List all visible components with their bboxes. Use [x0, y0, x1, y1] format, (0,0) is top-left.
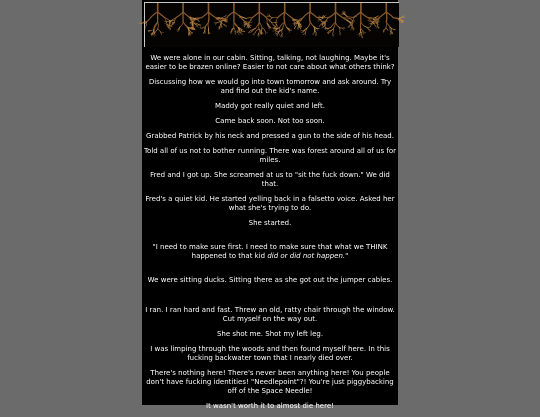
- root-tile: [267, 3, 302, 37]
- root-tile: [139, 3, 176, 36]
- quote-text: "I need to make sure first. I need to make sure that what we THINK happened to that kid: [152, 243, 388, 260]
- quote-paragraph: [142, 243, 398, 261]
- story-paragraph: Discussing how we would go into town tomorrow and ask around. Try and find out the kid's name.: [148, 78, 392, 95]
- story-paragraph: Fred and I got up. She screamed at us to "sit the fuck down." We did that.: [150, 171, 390, 188]
- story-text: [142, 54, 398, 417]
- story-page: [142, 0, 398, 410]
- story-paragraph: I ran. I ran hard and fast. Threw an old, ratty chair through the window. Cut myself on the way out.: [145, 306, 395, 323]
- quote-emphasis: did or did not happen.: [267, 252, 346, 260]
- root-tile: [318, 3, 357, 36]
- story-paragraph: She started.: [248, 219, 292, 227]
- quote-close: ": [345, 252, 349, 260]
- story-paragraph: Grabbed Patrick by his neck and pressed a gun to the side of his head.: [146, 132, 394, 140]
- story-paragraph: Came back soon. Not too soon.: [215, 117, 325, 125]
- story-paragraph: We were alone in our cabin. Sitting, talking, not laughing. Maybe it's easier to be brazen online? Easier to not care about what others think?: [145, 54, 395, 71]
- story-paragraph: Fred's a quiet kid. He started yelling back in a falsetto voice. Asked her what she's trying to do.: [145, 195, 395, 212]
- tree-roots-banner: [144, 2, 399, 47]
- root-tile: [292, 3, 327, 36]
- story-paragraph: We were sitting ducks. Sitting there as she got out the jumper cables.: [147, 276, 393, 284]
- story-paragraph: I was limping through the woods and then found myself here. In this fucking backwater town that I nearly died over.: [150, 345, 390, 362]
- story-paragraph: There's nothing here! There's never been anything here! You people don't have fucking identities! "Needlepoint"?! You're just piggybacking off of the Space Needle!: [146, 369, 394, 395]
- story-paragraph: Told all of us not to bother running. There was forest around all of us for miles.: [143, 147, 397, 164]
- story-paragraph: It wasn't worth it to almost die here!: [206, 402, 334, 410]
- story-paragraph: She shot me. Shot my left leg.: [216, 330, 324, 338]
- story-paragraph: Maddy got really quiet and left.: [215, 102, 325, 110]
- root-tile: [214, 3, 252, 35]
- roots-banner-image: [145, 3, 399, 47]
